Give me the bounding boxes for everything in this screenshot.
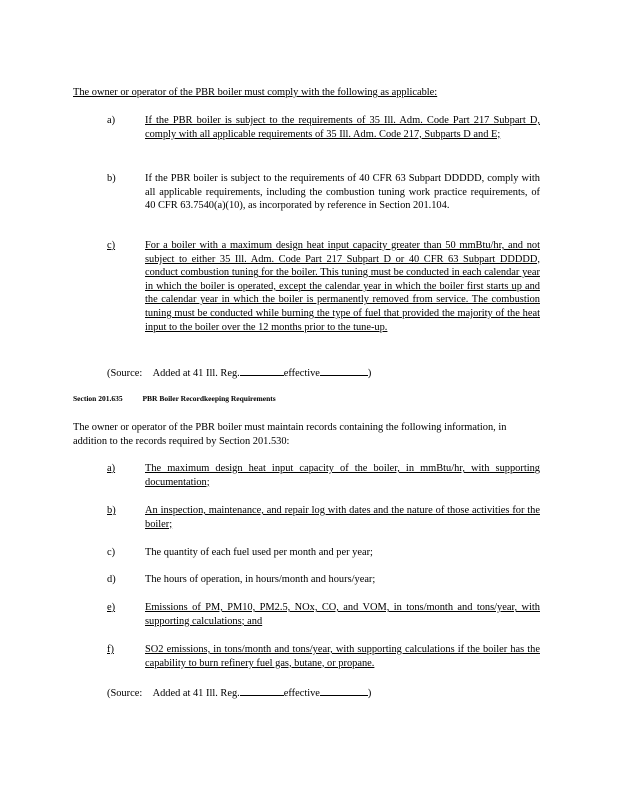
list2-label-f: f) bbox=[107, 644, 114, 655]
list1-item-b: If the PBR boiler is subject to the requirements of 40 CFR 63 Subpart DDDDD, comply with all applicable requirements, including the combustion tuning work practice requirements, of 40 CFR 63.7540(a)(10), as incorporated by reference in Section 201.104. bbox=[145, 173, 540, 212]
records-paragraph-text: The owner or operator of the PBR boiler must maintain records containing the following information, in addition to the records required by Section 201.530: bbox=[73, 422, 507, 447]
source-prefix: (Source: bbox=[107, 368, 143, 379]
effective-blank bbox=[320, 365, 368, 376]
reg-blank bbox=[240, 365, 284, 376]
list2-label-b: b) bbox=[107, 505, 116, 516]
section-heading bbox=[73, 394, 294, 403]
list1-label-c: c) bbox=[107, 240, 116, 251]
source-note-2 bbox=[107, 685, 371, 699]
source-note-1 bbox=[107, 365, 371, 379]
list2-label-e: e) bbox=[107, 602, 116, 613]
source-prefix: (Source: bbox=[107, 688, 143, 699]
list2-item-b: An inspection, maintenance, and repair log with dates and the nature of those activities for the boiler; bbox=[145, 505, 540, 530]
section-number: Section 201.635 bbox=[73, 394, 123, 403]
list2-item-e: Emissions of PM, PM10, PM2.5, NOx, CO, and VOM, in tons/month and tons/year, with supporting calculations; and bbox=[145, 602, 540, 627]
section-title: PBR Boiler Recordkeeping Requirements bbox=[142, 394, 276, 403]
source-added: Added at 41 Ill. Reg. bbox=[152, 368, 240, 379]
list2-item-d: The hours of operation, in hours/month and hours/year; bbox=[145, 574, 376, 585]
source-effective: effective bbox=[283, 368, 320, 379]
list1-label-a: a) bbox=[107, 115, 116, 126]
list2-label-c: c) bbox=[107, 547, 116, 558]
list1-label-b: b) bbox=[107, 173, 116, 184]
effective-blank bbox=[320, 685, 368, 696]
list2-item-f: SO2 emissions, in tons/month and tons/year, with supporting calculations if the boiler has the capability to burn refinery fuel gas, butane, or propane. bbox=[145, 644, 540, 669]
source-close: ) bbox=[367, 688, 372, 699]
intro-paragraph: The owner or operator of the PBR boiler must comply with the following as applicable: bbox=[73, 87, 438, 98]
source-close: ) bbox=[367, 368, 372, 379]
list1-item-a: If the PBR boiler is subject to the requirements of 35 Ill. Adm. Code Part 217 Subpart D, comply with all applicable requirements of 35 Ill. Adm. Code 217, Subparts D and E; bbox=[145, 115, 540, 140]
source-added: Added at 41 Ill. Reg. bbox=[152, 688, 240, 699]
list2-item-c: The quantity of each fuel used per month and per year; bbox=[145, 547, 373, 558]
records-paragraph bbox=[73, 421, 513, 448]
list2-label-a: a) bbox=[107, 463, 116, 474]
list2-label-d: d) bbox=[107, 574, 116, 585]
source-effective: effective bbox=[283, 688, 320, 699]
list1-item-c: For a boiler with a maximum design heat input capacity greater than 50 mmBtu/hr, and not subject to either 35 Ill. Adm. Code Part 217 Subpart D or 40 CFR 63 Subpart DDDDD, conduct combustion tuning for the boiler. This tuning must be conducted in each calendar year in which the boiler is operated, except the calendar year in which the boiler first starts up and the calendar year in which the boiler is permanently removed from service. The combustion tuning must be conducted while burning the type of fuel that provided the majority of the heat input to the boiler over the 12 months prior to the tune-up. bbox=[145, 240, 540, 333]
list2-item-a: The maximum design heat input capacity of the boiler, in mmBtu/hr, with supporting documentation; bbox=[145, 463, 540, 488]
reg-blank bbox=[240, 685, 284, 696]
